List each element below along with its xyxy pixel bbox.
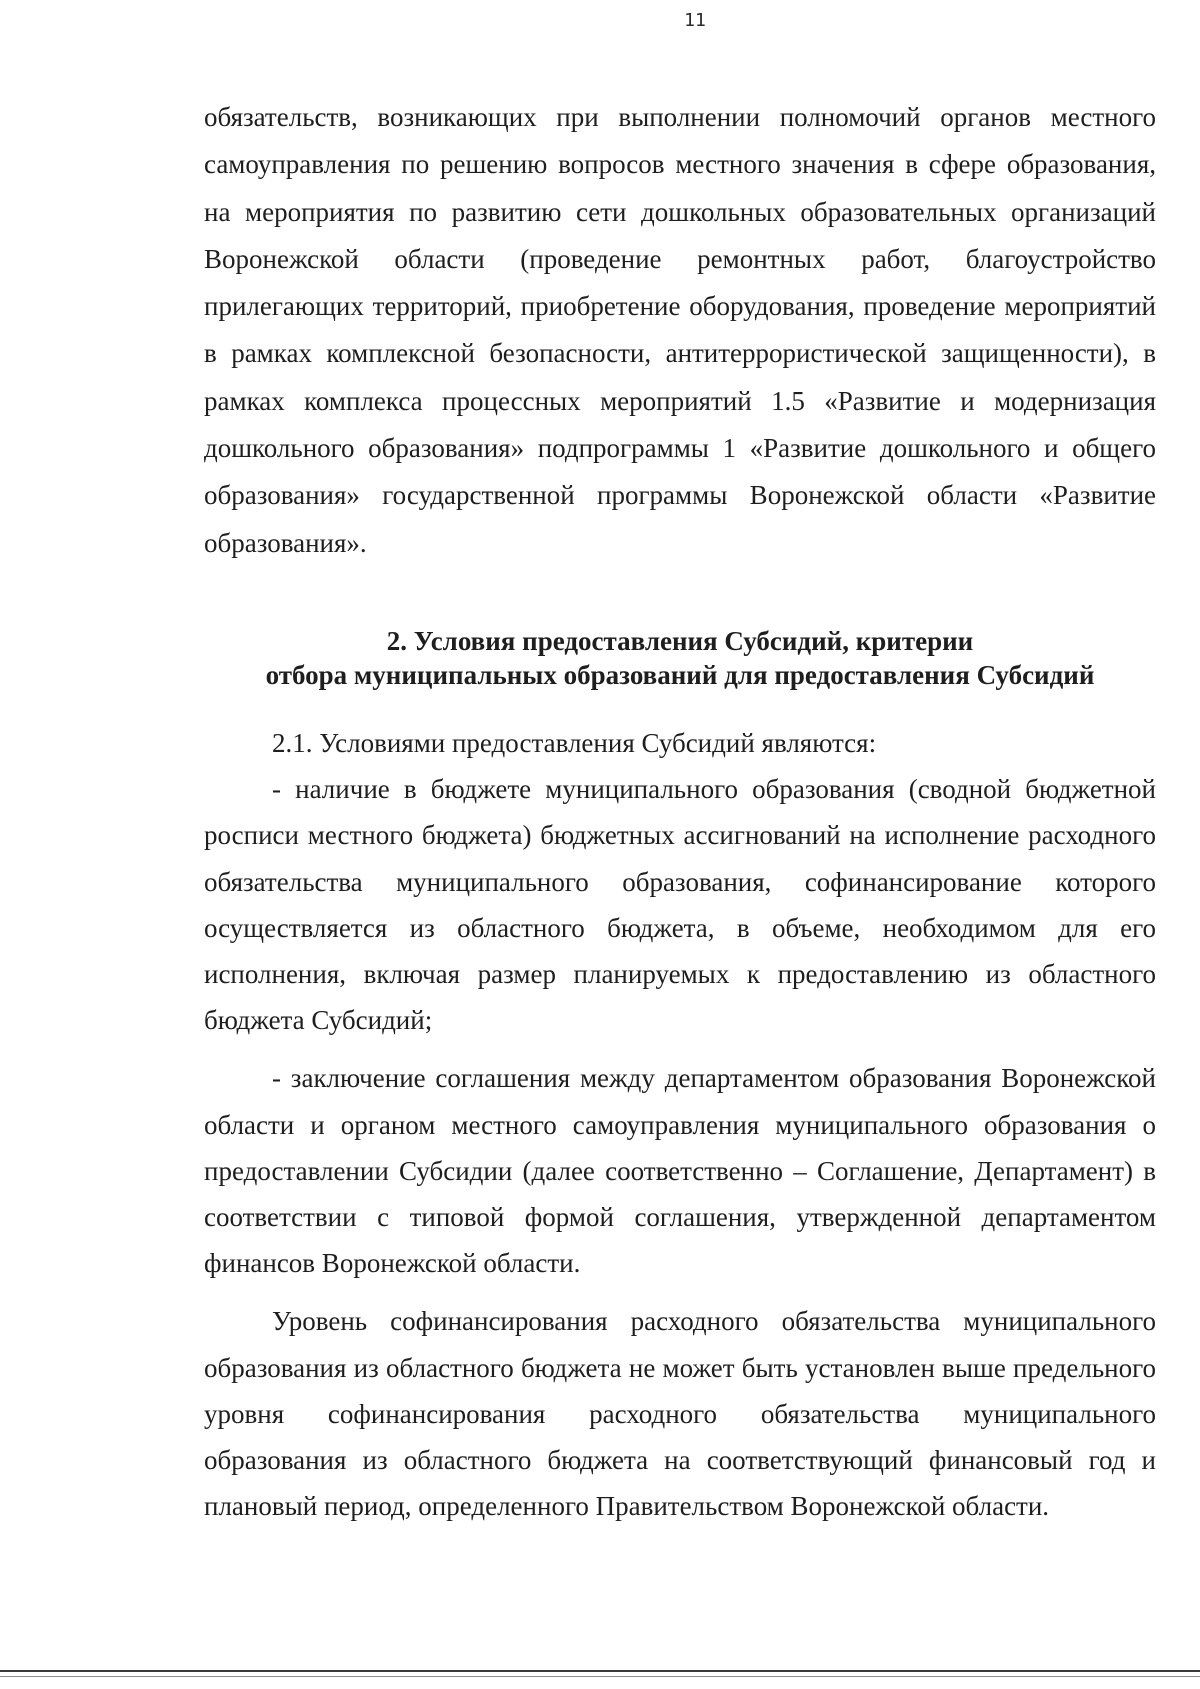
footer-rule (0, 1670, 1200, 1672)
footer-rule-secondary (0, 1676, 1200, 1677)
section-heading-line-1: 2. Условия предоставления Субсидий, критерии (386, 626, 974, 656)
condition-item-agreement: - заключение соглашения между департаментом образования Воронежской области и органом местного самоуправления муниципального образования о предоставлении Субсидии (далее соответственно – Соглашение, Департамент) в соответствии с типовой формой соглашения, утвержденной департаментом финансов Воронежской области. (204, 1063, 1156, 1279)
cofinancing-paragraph: Уровень софинансирования расходного обязательства муниципального образования из областного бюджета не может быть установлен выше предельного уровня софинансирования расходного обязательства муниципального образования из областного бюджета на соответствующий финансовый год и плановый период, определенного Правительством Воронежской области. (204, 1306, 1156, 1522)
page-number: 11 (684, 10, 706, 31)
clause-2-1: 2.1. Условиями предоставления Субсидий являются: (272, 728, 877, 758)
condition-item-budget: - наличие в бюджете муниципального образования (сводной бюджетной росписи местного бюджета) бюджетных ассигнований на исполнение расходного обязательства муниципального образования, софинансирование которого осуществляется из областного бюджета, в объеме, необходимом для его исполнения, включая размер планируемых к предоставлению из областного бюджета Субсидий; (204, 774, 1156, 1036)
section-heading-line-2: отбора муниципальных образований для предоставления Субсидий (265, 660, 1095, 690)
intro-paragraph-block (204, 94, 1156, 567)
section-body (204, 720, 1156, 1529)
section-heading (204, 624, 1156, 692)
intro-paragraph: обязательств, возникающих при выполнении полномочий органов местного самоуправления по решению вопросов местного значения в сфере образования, на мероприятия по развитию сети дошкольных образовательных организаций Воронежской области (проведение ремонтных работ, благоустройство прилегающих территорий, приобретение оборудования, проведение мероприятий в рамках комплексной безопасности, антитеррористической защищенности), в рамках комплекса процессных мероприятий 1.5 «Развитие и модернизация дошкольного образования» подпрограммы 1 «Развитие дошкольного и общего образования» государственной программы Воронежской области «Развитие образования». (204, 102, 1156, 558)
